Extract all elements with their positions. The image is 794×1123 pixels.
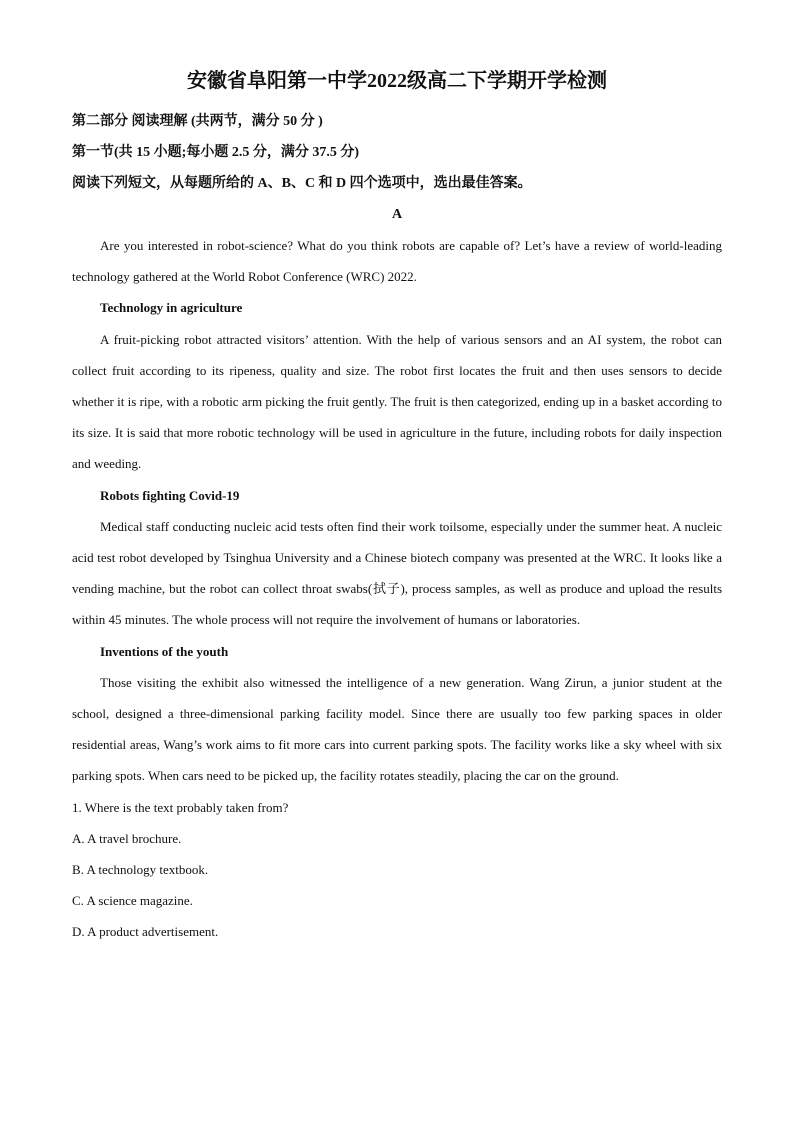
option-b: B. A technology textbook.	[72, 862, 209, 878]
instruction-text: 阅读下列短文，从每题所给的 A、B、C 和 D 四个选项中，选出最佳答案。	[72, 176, 532, 191]
paragraph-covid: Medical staff conducting nucleic acid tests often find their work toilsome, especially under the summer heat. A nucleic acid test robot developed by Tsinghua University and a Chinese biotech company was presented at the WRC. It looks like a vending machine, but the robot can collect throat swabs(拭子), process samples, as well as produce and upload the results within 45 minutes. The whole process will not require the involvement of humans or laboratories.	[72, 518, 722, 628]
exam-page	[72, 66, 722, 948]
option-d: D. A product advertisement.	[72, 924, 219, 940]
subheading-covid: Robots fighting Covid-19	[100, 487, 240, 503]
paragraph-agriculture: A fruit-picking robot attracted visitors’ attention. With the help of various sensors and an AI system, the robot can collect fruit according to its ripeness, quality and size. The robot first locates the fruit and then uses sensors to decide whether it is ripe, with a robotic arm picking the fruit gently. The fruit is then categorized, ending up in a basket according to its size. It is said that more robotic technology will be used in agriculture in the future, including robots for daily inspection and weeding.	[72, 331, 722, 472]
section-heading: 第一节(共 15 小题;每小题 2.5 分，满分 37.5 分)	[72, 145, 359, 160]
option-a: A. A travel brochure.	[72, 830, 182, 846]
part-heading: 第二部分 阅读理解 (共两节，满分 50 分 )	[72, 114, 323, 129]
question-stem: 1. Where is the text probably taken from?	[72, 799, 289, 815]
page-title: 安徽省阜阳第一中学2022级高二下学期开学检测	[187, 70, 607, 92]
subheading-youth: Inventions of the youth	[100, 643, 229, 659]
passage-letter: A	[391, 207, 403, 222]
paragraph-youth: Those visiting the exhibit also witnessed the intelligence of a new generation. Wang Zirun, a junior student at the school, designed a three-dimensional parking facility model. Since there are usually too few parking spaces in older residential areas, Wang’s work aims to fit more cars into current parking spots. The facility works like a sky wheel with six parking spots. When cars need to be picked up, the facility rotates steadily, placing the car on the ground.	[72, 674, 722, 784]
option-c: C. A science magazine.	[72, 893, 193, 909]
subheading-agriculture: Technology in agriculture	[100, 300, 243, 316]
intro-paragraph: Are you interested in robot-science? What do you think robots are capable of? Let’s have a review of world-leading technology gathered at the World Robot Conference (WRC) 2022.	[72, 238, 722, 285]
